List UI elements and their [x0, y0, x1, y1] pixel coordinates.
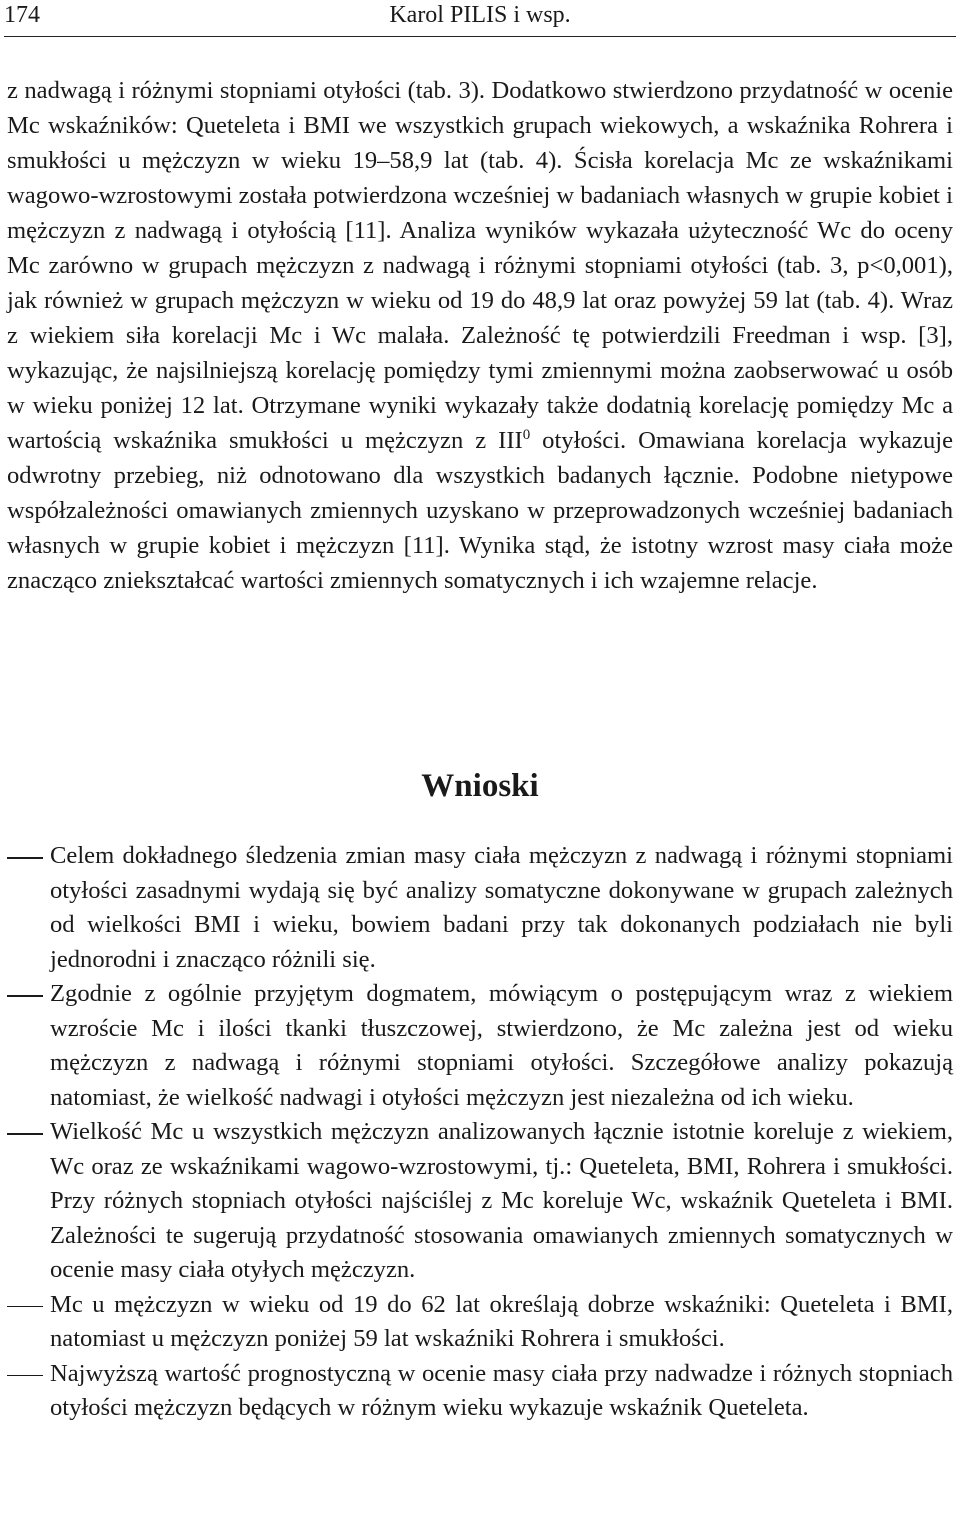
- conclusion-item: [7, 1357, 953, 1426]
- conclusion-text: Najwyższą wartość prognostyczną w ocenie masy ciała przy nadwadze i różnych stopniach otyłości mężczyzn będących w różnym wieku wykazuje wskaźnik Queteleta.: [50, 1359, 953, 1421]
- page-number: 174: [4, 2, 40, 28]
- conclusions-list: [7, 839, 953, 1426]
- discussion-paragraph: [7, 73, 953, 598]
- conclusion-text: Wielkość Mc u wszystkich mężczyzn analizowanych łącznie istotnie koreluje z wiekiem, Wc oraz ze wskaźnikami wagowo-wzrostowymi, tj.: Queteleta, BMI, Rohrera i smukłości. Przy różnych stopniach otyłości najściślej z Mc koreluje Wc, wskaźnik Queteleta i BMI. Zależności te sugerują przydatność stosowania omawianych zmiennych somatycznych w ocenie masy ciała otyłych mężczyzn.: [50, 1118, 953, 1283]
- conclusion-text: Zgodnie z ogólnie przyjętym dogmatem, mówiącym o postępującym wraz z wiekiem wzroście Mc i ilości tkanki tłuszczowej, stwierdzono, że Mc zależna jest od wieku mężczyzn z nadwagą i różnymi stopniami otyłości. Szczegółowe analizy pokazują natomiast, że wielkość nadwagi i otyłości mężczyzn jest niezależna od ich wieku.: [50, 980, 953, 1111]
- conclusion-text: Mc u mężczyzn w wieku od 19 do 62 lat określają dobrze wskaźniki: Queteleta i BMI, natomiast u mężczyzn poniżej 59 lat wskaźniki Rohrera i smukłości.: [50, 1290, 953, 1352]
- conclusion-item: [7, 839, 953, 977]
- conclusion-item: [7, 1115, 953, 1288]
- paragraph-text-part-2: otyłości. Omawiana korelacja wykazuje odwrotny przebieg, niż odnotowano dla wszystkich badanych łącznie. Podobne nietypowe współzależności omawianych zmiennych uzyskano w przeprowadzonych wcześniej badaniach własnych w grupie kobiet i mężczyzn [11]. Wynika stąd, że istotny wzrost masy ciała może znacząco zniekształcać wartości zmiennych somatycznych i ich wzajemne relacje.: [7, 427, 953, 594]
- degree-superscript: 0: [522, 426, 531, 443]
- page-header: [4, 0, 956, 37]
- section-title: Wnioski: [421, 768, 539, 804]
- running-head: Karol PILIS i wsp.: [389, 2, 571, 28]
- conclusion-text: Celem dokładnego śledzenia zmian masy ciała mężczyzn z nadwagą i różnymi stopniami otyłości zasadnymi wydają się być analizy somatyczne dokonywane w grupach zależnych od wielkości BMI i wieku, bowiem badani przy tak dokonanych podziałach nie byli jednorodni i znacząco różnili się.: [50, 842, 953, 973]
- discussion-text: [7, 73, 953, 598]
- paragraph-text-part-1: z nadwagą i różnymi stopniami otyłości (tab. 3). Dodatkowo stwierdzono przydatność w ocenie Mc wskaźników: Queteleta i BMI we wszystkich grupach wiekowych, a wskaźnika Rohrera i smukłości u mężczyzn w wieku 19–58,9 lat (tab. 4). Ścisła korelacja Mc ze wskaźnikami wagowo-wzrostowymi została potwierdzona wcześniej w badaniach własnych w grupie kobiet i mężczyzn z nadwagą i otyłością [11]. Analiza wyników wykazała użyteczność Wc do oceny Mc zarówno w grupach mężczyzn z nadwagą i różnymi stopniami otyłości (tab. 3, p<0,001), jak również w grupach mężczyzn w wieku od 19 do 48,9 lat oraz powyżej 59 lat (tab. 4). Wraz z wiekiem siła korelacji Mc i Wc malała. Zależność tę potwierdzili Freedman i wsp. [3], wykazując, że najsilniejszą korelację pomiędzy tymi zmiennymi można zaobserwować u osób w wieku poniżej 12 lat. Otrzymane wyniki wykazały także dodatnią korelację pomiędzy Mc a wartością wskaźnika smukłości u mężczyzn z III: [7, 77, 953, 454]
- conclusion-item: [7, 1288, 953, 1357]
- conclusion-item: [7, 977, 953, 1115]
